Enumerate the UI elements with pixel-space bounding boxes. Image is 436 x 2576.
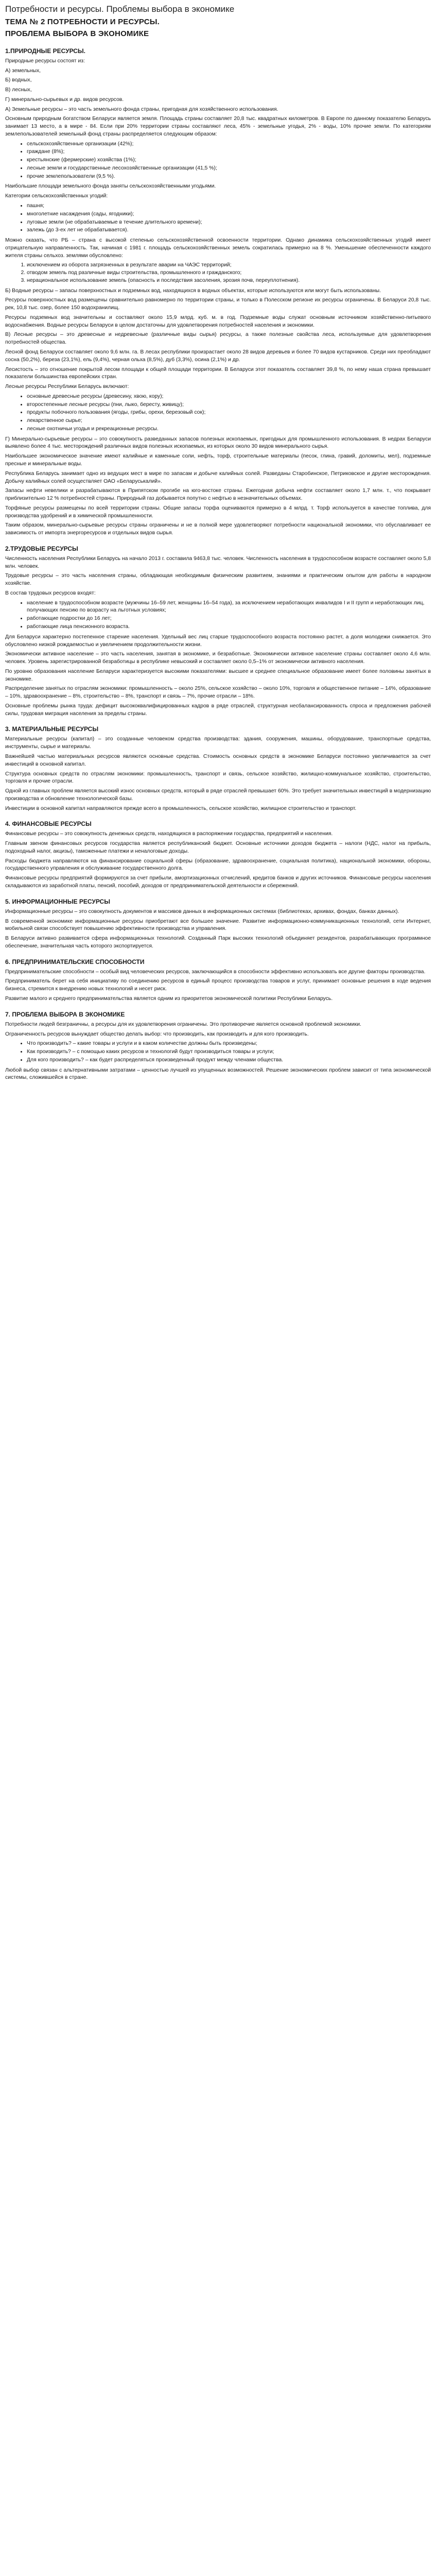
- paragraph: Б) Водные ресурсы – запасы поверхностных и подземных вод, находящихся в водных объектах, которые используются или могут быть использованы.: [5, 287, 381, 294]
- paragraph: Можно сказать, что РБ – страна с высокой степенью сельскохозяйственной освоенности территории. Однако динамика сельскохозяйственных угодий имеет отрицательную направленность. Так, начиная с 1981 г. площадь сельскохозяйственных земель сократилась примерно на 8 %. Уменьшение обеспеченности каждого жителя страны сельхоз. землями обусловлено:: [5, 238, 431, 259]
- section-heading: 6. ПРЕДПРИНИМАТЕЛЬСКИЕ СПОСОБНОСТИ: [5, 958, 145, 965]
- document-body: [5, 47, 431, 1082]
- paragraph: А) Земельные ресурсы – это часть земельного фонда страны, пригодная для хозяйственного использования.: [5, 106, 278, 112]
- list-item: • лесные охотничьи угодья и рекреационные ресурсы.: [27, 426, 431, 433]
- list-item: • залежь (до 3-ех лет не обрабатывается).: [27, 227, 431, 234]
- paragraph: Потребности людей безграничны, а ресурсы для их удовлетворения ограничены. Это противоречие является основной проблемой экономики.: [5, 1021, 361, 1027]
- paragraph: Лесной фонд Беларуси составляет около 9,6 млн. га. В лесах республики произрастает около 28 видов деревьев и более 70 видов кустарников. Среди них преобладают сосна (50,2%), береза (23,1%), ель (9,4%), черная ольха (8,5%), дуб (3,3%), осина (2,1%) и др.: [5, 349, 431, 363]
- list-item: • продукты побочного пользования (ягоды, грибы, орехи, березовый сок);: [27, 409, 431, 417]
- paragraph: Наибольшее экономическое значение имеют калийные и каменные соли, нефть, торф, строительные материалы (песок, глина, гравий, доломиты, мел), подземные пресные и минеральные воды.: [5, 453, 431, 467]
- bullet-list: [5, 600, 431, 631]
- document-page: [0, 0, 436, 1094]
- bullet-list: [5, 202, 431, 234]
- paragraph: Б) водных,: [5, 77, 32, 83]
- list-item: • сельскохозяйственные организации (42%);: [27, 141, 431, 148]
- theme-title-line-2: ПРОБЛЕМА ВЫБОРА В ЭКОНОМИКЕ: [5, 29, 149, 39]
- paragraph: Предпринимательские способности – особый вид человеческих ресурсов, заключающийся в способности эффективно использовать все другие факторы производства.: [5, 969, 426, 975]
- list-item: • второстепенные лесные ресурсы (пни, лыко, бересту, живицу);: [27, 401, 431, 409]
- paragraph: Трудовые ресурсы – это часть населения страны, обладающая необходимым физическим развитием, знаниями и практическим опытом для работы в народном хозяйстве.: [5, 573, 431, 587]
- paragraph: Важнейшей частью материальных ресурсов являются основные средства. Стоимость основных средств в экономике Беларуси постоянно увеличивается за счет инвестиций в основной капитал.: [5, 754, 431, 767]
- paragraph: Инвестиции в основной капитал направляются прежде всего в промышленность, сельское хозяйство, жилищное строительство и транспорт.: [5, 805, 357, 811]
- paragraph: Категории сельскохозяйственных угодий:: [5, 193, 108, 199]
- paragraph: Финансовые ресурсы – это совокупность денежных средств, находящихся в распоряжении государства, предприятий и населения.: [5, 831, 333, 837]
- paragraph: Наибольшие площади земельного фонда заняты сельскохозяйственными угодьями.: [5, 183, 216, 190]
- section-heading: 4. ФИНАНСОВЫЕ РЕСУРСЫ: [5, 820, 92, 828]
- paragraph: Г) минерально-сырьевых и др. видов ресурсов.: [5, 96, 124, 103]
- section-heading: 5. ИНФОРМАЦИОННЫЕ РЕСУРСЫ: [5, 897, 110, 905]
- paragraph: Численность населения Республики Беларусь на начало 2013 г. составила 9463,8 тыс. человек. Численность населения в трудоспособном возрасте составляет около 5,8 млн. человек.: [5, 555, 431, 569]
- section-heading: 7. ПРОБЛЕМА ВЫБОРА В ЭКОНОМИКЕ: [5, 1010, 125, 1018]
- paragraph: А) земельных,: [5, 67, 41, 74]
- paragraph: В современной экономике информационные ресурсы приобретают все большее значение. Развитие информационно-коммуникационных технологий, сети Интернет, мобильной связи способствует повышению эффективности производства и управления.: [5, 918, 431, 932]
- bullet-list: [5, 393, 431, 433]
- paragraph: Распределение занятых по отраслям экономики: промышленность – около 25%, сельское хозяйство – около 10%, торговля и общественное питание – 14%, образование – 10%, здравоохранение – 8%, строительство – 8%, транспорт и связь – 7%, прочие отрасли – 18%.: [5, 686, 431, 700]
- paragraph: Ресурсы подземных вод значительны и составляют около 15,9 млрд. куб. м. в год. Подземные воды служат основным источником хозяйственно-питьевого водоснабжения. Водные ресурсы Беларуси в целом достаточны для удовлетворения потребностей населения и экономики.: [5, 314, 431, 328]
- list-item: 3. нерациональное использование земель (опасность и последствия засоления, эрозия почв, переуплотнения).: [27, 277, 431, 285]
- paragraph: Экономически активное население – это часть населения, занятая в экономике, и безработные. Экономически активное население страны составляет около 4,6 млн. человек. Уровень зарегистрированной безработицы в республике невысокий и составляет около 0,5–1% от экономически активного населения.: [5, 651, 431, 665]
- paragraph: Ограниченность ресурсов вынуждает общество делать выбор: что производить, как производить и для кого производить.: [5, 1031, 309, 1037]
- paragraph: Лесные ресурсы Республики Беларусь включают:: [5, 384, 129, 390]
- list-item: • прочие землепользователи (9,5 %).: [27, 173, 431, 181]
- paragraph: Лесистость – это отношение покрытой лесом площади к общей площади территории. В Беларуси этот показатель составляет 39,8 %, по нему наша страна превышает показатели большинства европейских стран.: [5, 366, 431, 380]
- paragraph: В) Лесные ресурсы – это древесные и недревесные (различные виды сырья) ресурсы, а также полезные свойства леса, используемые для удовлетворения потребностей общества.: [5, 332, 431, 346]
- section-heading: 3. МАТЕРИАЛЬНЫЕ РЕСУРСЫ: [5, 725, 99, 733]
- paragraph: Предприниматель берет на себя инициативу по соединению ресурсов в единый процесс производства товаров и услуг, принимает основные решения в ходе ведения бизнеса, стремится к внедрению новых технологий и несет риск.: [5, 978, 431, 992]
- paragraph: Природные ресурсы состоят из:: [5, 58, 85, 64]
- paragraph: Одной из главных проблем является высокий износ основных средств, который в ряде отраслей превышает 60%. Это требует значительных инвестиций в модернизацию производства и обновление технологической базы.: [5, 788, 431, 802]
- section-heading: 1.ПРИРОДНЫЕ РЕСУРСЫ.: [5, 47, 86, 55]
- section-heading: 2.ТРУДОВЫЕ РЕСУРСЫ: [5, 545, 78, 552]
- list-item: 2. отводом земель под различные виды строительства, промышленного и гражданского;: [27, 269, 431, 277]
- paragraph: Ресурсы поверхностных вод размещены сравнительно равномерно по территории страны, и только в Полесском регионе их ресурсы ограничены. В Беларуси 20,8 тыс. рек, 10,8 тыс. озер, более 150 водохранилищ.: [5, 297, 431, 311]
- list-item: • луговые земли (не обрабатываемые в течение длительного времени);: [27, 219, 431, 227]
- paragraph: Расходы бюджета направляются на финансирование социальной сферы (образование, здравоохранение, социальная политика), национальной экономики, обороны, государственного управления и обслуживание государственного долга.: [5, 858, 431, 872]
- list-item: • лекарственное сырье;: [27, 417, 431, 425]
- paragraph: Информационные ресурсы – это совокупность документов и массивов данных в информационных системах (библиотеках, архивах, фондах, банках данных).: [5, 908, 399, 914]
- paragraph: Развитие малого и среднего предпринимательства является одним из приоритетов экономической политики Республики Беларусь.: [5, 995, 333, 1002]
- list-item: • Как производить? – с помощью каких ресурсов и технологий будут производиться товары и услуги;: [27, 1048, 431, 1056]
- paragraph: Запасы нефти невелики и разрабатываются в Припятском прогибе на юго-востоке страны. Ежегодная добыча нефти составляет около 1,7 млн. т., что покрывает приблизительно 12 % потребностей страны. Природный газ добывается попутно с нефтью в незначительных объемах.: [5, 488, 431, 502]
- list-item: • Для кого производить? – как будет распределяться произведенный продукт между членами общества.: [27, 1057, 431, 1064]
- paragraph: Материальные ресурсы (капитал) – это созданные человеком средства производства: здания, сооружения, машины, оборудование, транспортные средства, инструменты, сырье и материалы.: [5, 736, 431, 750]
- list-item: • граждане (8%);: [27, 148, 431, 156]
- list-item: • Что производить? – какие товары и услуги и в каком количестве должны быть произведены;: [27, 1040, 431, 1048]
- paragraph: Главным звеном финансовых ресурсов государства является республиканский бюджет. Основные источники доходов бюджета – налоги (НДС, налог на прибыль, подоходный налог, акцизы), таможенные платежи и неналоговые доходы.: [5, 841, 431, 854]
- list-item: • многолетние насаждения (сады, ягодники);: [27, 211, 431, 218]
- list-item: • работающие лица пенсионного возраста.: [27, 623, 431, 631]
- bullet-list: [5, 1040, 431, 1064]
- paragraph: Г) Минерально-сырьевые ресурсы – это совокупность разведанных запасов полезных ископаемых, пригодных для промышленного использования. В недрах Беларуси выявлено более 4 тыс. месторождений различных видов полезных ископаемых, из которых около 30 видов минерального сырья.: [5, 436, 431, 450]
- bullet-list: [5, 141, 431, 181]
- paragraph: Торфяные ресурсы размещены по всей территории страны. Общие запасы торфа оцениваются примерно в 4 млрд. т. Торф используется в качестве топлива, для производства удобрений и в химической промышленности.: [5, 505, 431, 519]
- document-title: Потребности и ресурсы. Проблемы выбора в экономике: [5, 4, 235, 14]
- list-item: 1. исключением из оборота загрязненных в результате аварии на ЧАЭС территорий;: [27, 262, 431, 269]
- paragraph: Структура основных средств по отраслям экономики: промышленность, транспорт и связь, сельское хозяйство, жилищно-коммунальное хозяйство, строительство, торговля и прочие отрасли.: [5, 771, 431, 785]
- paragraph: Республика Беларусь занимает одно из ведущих мест в мире по запасам и добыче калийных солей. Разведаны Старобинское, Петриковское и другие месторождения. Добычу калийных солей осуществляет ОАО «Беларуськалий».: [5, 470, 431, 484]
- list-item: • пашня;: [27, 202, 431, 210]
- paragraph: По уровню образования население Беларуси характеризуется высокими показателями: высшее и среднее специальное образование имеет более половины занятых в экономике.: [5, 668, 431, 682]
- paragraph: В состав трудовых ресурсов входят:: [5, 590, 96, 596]
- paragraph: Основным природным богатством Беларуси является земля. Площадь страны составляет 20,8 тыс. квадратных километров. В Европе по данному показателю Беларусь занимает 13 место, а в мире - 84. Если при 20% территории страны составляют леса, 45% - земельные угодья, 2% - воды, 10% прочие земли. По категориям землепользователей земельный фонд страны распределяется следующим образом:: [5, 116, 431, 137]
- list-item: • основные древесные ресурсы (древесину, хвою, кору);: [27, 393, 431, 401]
- paragraph: Таким образом, минерально-сырьевые ресурсы страны ограничены и не в полной мере удовлетворяют потребности национальной экономики, что обуславливает ее зависимость от импорта энергоресурсов и отдельных видов сырья.: [5, 522, 431, 536]
- numbered-list: [5, 262, 431, 284]
- paragraph: В) лесных,: [5, 87, 32, 93]
- paragraph: В Беларуси активно развивается сфера информационных технологий. Созданный Парк высоких технологий объединяет резидентов, разрабатывающих программное обеспечение, значительная часть которого экспортируется.: [5, 936, 431, 949]
- list-item: • население в трудоспособном возрасте (мужчины 16–59 лет, женщины 16–54 года), за исключением неработающих инвалидов I и II групп и неработающих лиц, получающих пенсию по возрасту на льготных условиях;: [27, 600, 431, 615]
- list-item: • лесные земли и государственные лесохозяйственные организации (41,5 %);: [27, 165, 431, 173]
- theme-title-line-1: ТЕМА № 2 ПОТРЕБНОСТИ И РЕСУРСЫ.: [5, 18, 160, 27]
- paragraph: Основные проблемы рынка труда: дефицит высококвалифицированных кадров в ряде отраслей, структурная несбалансированность спроса и предложения рабочей силы, трудовая миграция населения за пределы страны.: [5, 703, 431, 717]
- list-item: • крестьянские (фермерские) хозяйства (1%);: [27, 157, 431, 164]
- paragraph: Для Беларуси характерно постепенное старение населения. Удельный вес лиц старше трудоспособного возраста постоянно растет, а доля молодежи снижается. Это обусловлено низкой рождаемостью и увеличением продолжительности жизни.: [5, 634, 431, 648]
- list-item: • работающие подростки до 16 лет;: [27, 615, 431, 623]
- paragraph: Финансовые ресурсы предприятий формируются за счет прибыли, амортизационных отчислений, кредитов банков и других источников. Финансовые ресурсы населения складываются из заработной платы, пенсий, пособий, доходов от предпринимательской деятельности и сбережений.: [5, 875, 431, 889]
- paragraph: Любой выбор связан с альтернативными затратами – ценностью лучшей из упущенных возможностей. Решение экономических проблем зависит от типа экономической системы, сложившейся в стране.: [5, 1067, 431, 1081]
